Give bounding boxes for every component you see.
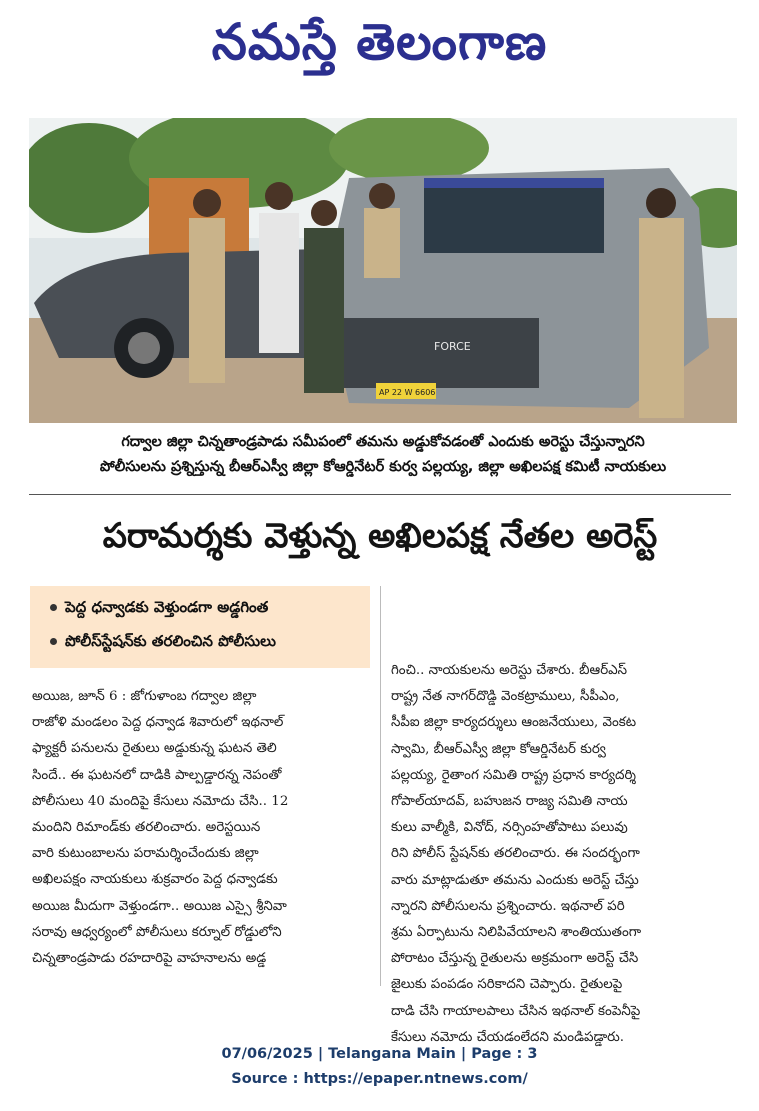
text-line: కులు వాల్మీకి, వినోద్, నర్సింహతోపాటు పలువు	[391, 820, 628, 836]
highlight-item	[50, 632, 276, 654]
text-line: సరావు ఆధ్వర్యంలో పోలీసులు కర్నూల్ రోడ్డులోని	[32, 924, 282, 940]
text-line: అయిజ, జూన్ 6 : జోగుళాంబ గద్వాల జిల్లా	[32, 689, 257, 704]
article-headline: పరామర్శకు వెళ్తున్న అఖిలపక్ష నేతల అరెస్ట్	[102, 516, 658, 556]
text-line: గించి.. నాయకులను అరెస్టు చేశారు. బీఆర్ఎస్	[391, 663, 628, 678]
photo-caption	[33, 430, 733, 480]
text-line: మందిని రిమాండ్‌కు తరలించారు. అరెస్టయిన	[32, 820, 261, 836]
text-line: రాష్ట్ర నేత నాగర్‌దొడ్డి వెంకట్రాములు, సీపీఎం,	[391, 689, 620, 705]
text-line: పల్లయ్య, రైతాంగ సమితి రాష్ట్ర ప్రధాన కార్యదర్శి	[391, 767, 637, 783]
article-column-2	[391, 658, 733, 1051]
bullet-icon	[50, 638, 57, 645]
vehicle-grille-text: FORCE	[434, 340, 471, 353]
text-line: జైలుకు పంపడం సరికాదని చెప్పారు. రైతులపై	[391, 977, 623, 993]
masthead	[0, 6, 759, 78]
highlights-box	[30, 586, 370, 668]
text-line: వారు మాట్లాడుతూ తమను ఎందుకు అరెస్ట్ చేస్తు	[391, 872, 639, 888]
text-line: గోపాల్‌యాదవ్, బహుజన రాజ్య సమితి నాయ	[391, 794, 628, 810]
footer-date-line: 07/06/2025 | Telangana Main | Page : 3	[221, 1046, 538, 1062]
text-line: సిందే.. ఈ ఘటనలో దాడికి పాల్పడ్డారన్న నెపంతో	[32, 767, 282, 783]
article-column-1	[32, 684, 372, 972]
text-line: వారి కుటుంబాలను పరామర్శించేందుకు జిల్లా	[32, 846, 259, 862]
police-stop-scene-image	[29, 118, 737, 423]
text-line: పోరాటం చేస్తున్న రైతులను అక్రమంగా అరెస్ట్ చేసి	[391, 951, 639, 967]
caption-line-1: గద్వాల జిల్లా చిన్నతాండ్రపాడు సమీపంలో తమను అడ్డుకోవడంతో ఎందుకు అరెస్టు చేస్తున్నారని	[121, 434, 645, 450]
masthead-title: నమస్తే తెలంగాణ	[211, 12, 548, 71]
highlight-text: పోలీస్‌స్టేషన్‌కు తరలించిన పోలీసులు	[65, 632, 276, 650]
bullet-icon	[50, 604, 57, 611]
text-line: దాడి చేసి గాయాలపాలు చేసిన ఇథనాల్ కంపెనీపై	[391, 1003, 641, 1019]
text-line: పోలీసులు 40 మందిపై కేసులు నమోదు చేసి.. 12	[32, 793, 289, 809]
text-line: సీపీఐ జిల్లా కార్యదర్శులు ఆంజనేయులు, వెంకట	[391, 715, 637, 731]
column-divider	[380, 586, 381, 986]
text-line: రాజోళి మండలం పెద్ద ధన్వాడ శివారులో ఇథనాల్	[32, 715, 284, 731]
news-photo	[29, 118, 737, 423]
text-line: న్నారని పోలీసులను ప్రశ్నించారు. ఇథనాల్ పరి	[391, 898, 625, 914]
license-plate-text: AP 22 W 6606	[379, 388, 436, 397]
text-line: చిన్నతాండ్రపాడు రహదారిపై వాహనాలను అడ్డ	[32, 951, 267, 967]
caption-line-2: పోలీసులను ప్రశ్నిస్తున్న బీఆర్ఎస్వీ జిల్లా కోఆర్డినేటర్ కుర్వ పల్లయ్య, జిల్లా అఖిలపక్ష కమిటీ నాయకులు	[99, 459, 667, 475]
text-line: రిని పోలీస్ స్టేషన్‌కు తరలించారు. ఈ సందర్భంగా	[391, 846, 640, 862]
text-line: అయిజ మీదుగా వెళ్తుండగా.. అయిజ ఎస్సై శ్రీనివా	[32, 898, 287, 914]
text-line: ఫ్యాక్టరీ పనులను రైతులు అడ్డుకున్న ఘటన తెలి	[32, 741, 277, 757]
highlight-item	[50, 598, 268, 620]
footer-source-line: Source : https://epaper.ntnews.com/	[231, 1071, 528, 1087]
text-line: స్వామి, బీఆర్ఎస్వీ జిల్లా కోఆర్డినేటర్ కుర్వ	[391, 741, 606, 757]
section-divider	[29, 494, 731, 495]
text-line: అఖిలపక్షం నాయకులు శుక్రవారం పెద్ద ధన్వాడకు	[32, 872, 278, 888]
text-line: కేసులు నమోదు చేయడంలేదని మండిపడ్డారు.	[391, 1029, 624, 1045]
highlight-text: పెద్ద ధన్వాడకు వెళ్తుండగా అడ్డగింత	[65, 598, 269, 616]
text-line: శ్రమ ఏర్పాటును నిలిపివేయాలని శాంతియుతంగా	[391, 925, 642, 941]
